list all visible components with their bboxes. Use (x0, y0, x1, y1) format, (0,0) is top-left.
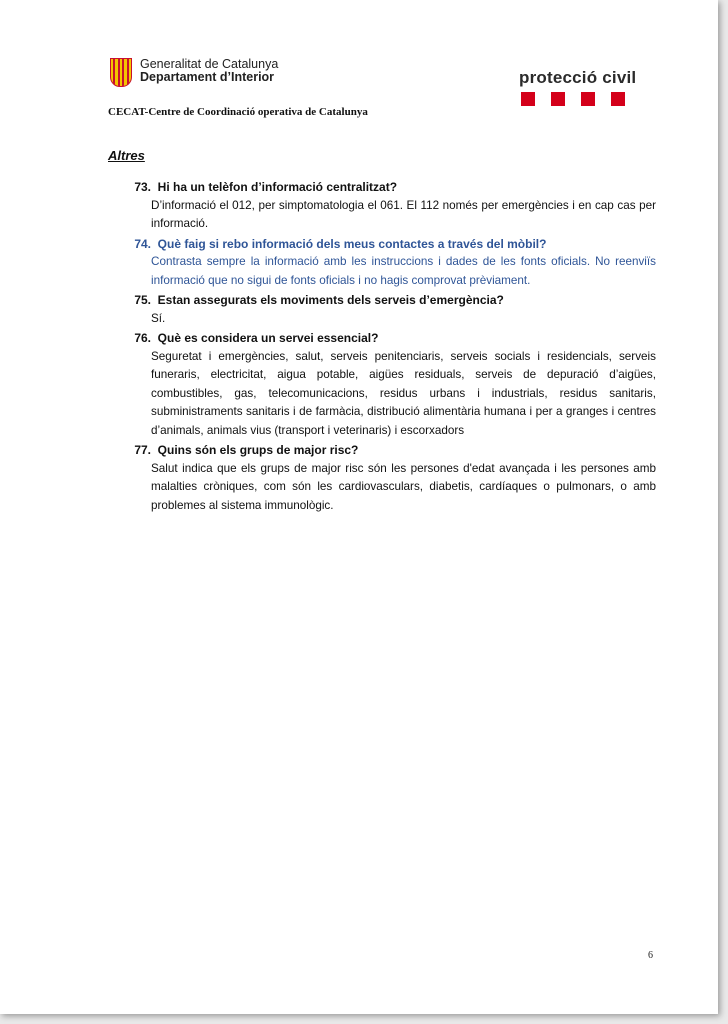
question-text: Estan assegurats els moviments dels serveis d’emergència? (157, 293, 504, 307)
question (116, 291, 656, 310)
faq-item-76 (116, 329, 656, 440)
answer-text: D’informació el 012, per simptomatologia el 061. El 112 només per emergències i en cap cas per informació. (151, 198, 656, 230)
answer-text: Seguretat i emergències, salut, serveis penitenciaris, serveis socials i residencials, serveis funeraris, electricitat, aigua potable, aigües residuals, serveis de depuració d’aigües, combustibles, gas, telecomunicacions, residus urbans i industrials, residus sanitaris, subministraments sanitaris i de farmàcia, distribució alimentària humana i per a granges i centres d’animals, animals vius (transport i veterinaris) i escorxadors (151, 349, 656, 437)
faq-item-77 (116, 441, 656, 515)
question-number: 76. (134, 331, 151, 345)
answer-text: Sí. (151, 311, 166, 325)
question (116, 441, 656, 460)
section-title: Altres (108, 148, 145, 163)
question-number: 77. (134, 443, 151, 457)
answer-text: Salut indica que els grups de major risc són les persones d'edat avançada i les persones amb malalties cròniques, com són les cardiovasculars, diabetis, cardíaques o pulmonars, o amb problemes al sistema immunològic. (151, 461, 656, 512)
gencat-name: Generalitat de Catalunya (140, 57, 279, 71)
question (116, 329, 656, 348)
question-number: 74. (134, 236, 151, 251)
question-number: 73. (134, 180, 151, 194)
page-number: 6 (648, 950, 653, 961)
faq-item-73 (116, 178, 656, 234)
question-number: 75. (134, 293, 151, 307)
question-text: Què faig si rebo informació dels meus contactes a través del mòbil? (157, 236, 547, 251)
answer-text: Contrasta sempre la informació amb les instruccions i dades de les fonts oficials. No reenviïs informació que no sigui de fonts oficials i no hagis comprovat prèviament. (151, 255, 656, 287)
generalitat-logo (110, 58, 278, 87)
question-text: Hi ha un telèfon d’informació centralitzat? (157, 180, 398, 194)
faq-list (116, 178, 656, 516)
center-name: CECAT-Centre de Coordinació operativa de Catalunya (108, 106, 368, 118)
faq-item-74 (116, 235, 656, 291)
proteccio-civil-logo (519, 68, 636, 106)
department-name: Departament d’Interior (140, 70, 275, 84)
question-text: Quins són els grups de major risc? (157, 443, 359, 457)
brand-text: protecció civil (519, 68, 637, 87)
faq-item-75 (116, 291, 656, 328)
brand-squares-icon (519, 92, 636, 106)
question (116, 178, 656, 197)
question-text: Què es considera un servei essencial? (157, 331, 379, 345)
question (116, 235, 656, 254)
catalan-shield-icon (110, 58, 132, 87)
